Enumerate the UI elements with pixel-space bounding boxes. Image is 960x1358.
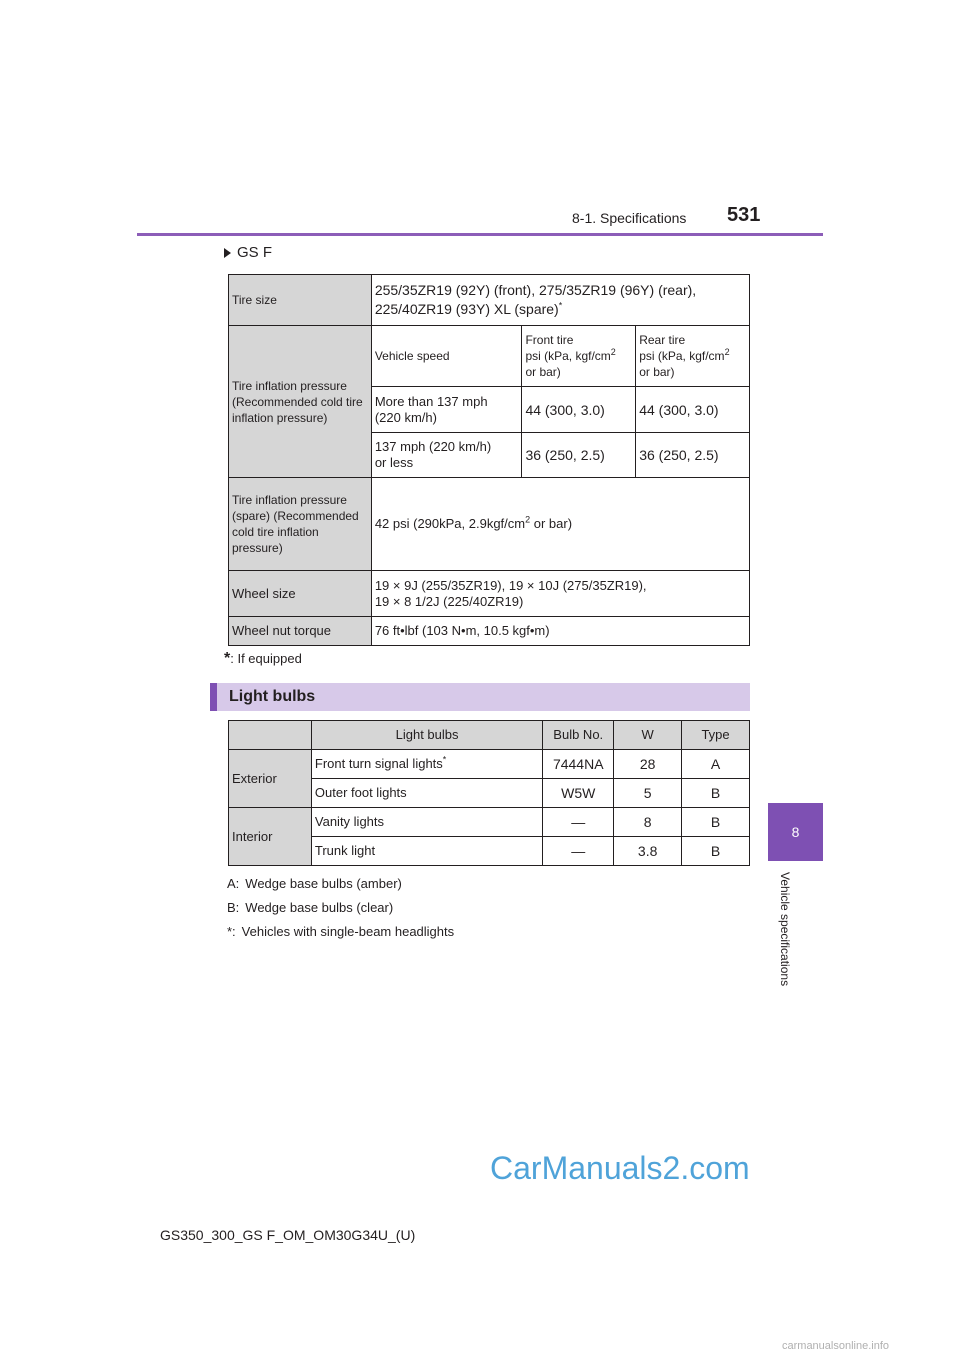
- note-asterisk: *: Vehicles with single-beam headlights: [227, 924, 455, 939]
- speed-cell: More than 137 mph (220 km/h): [371, 387, 522, 433]
- chapter-number: 8: [791, 824, 800, 840]
- nut-torque-value: 76 ft•lbf (103 N•m, 10.5 kgf•m): [371, 617, 749, 646]
- speed-cell: 137 mph (220 km/h) or less: [371, 433, 522, 478]
- bulb-type: B: [682, 779, 750, 808]
- document-code: GS350_300_GS F_OM_OM30G34U_(U): [160, 1227, 416, 1243]
- tire-footnote: *: If equipped: [224, 650, 302, 667]
- nut-torque-label: Wheel nut torque: [229, 617, 372, 646]
- tire-size-value: 255/35ZR19 (92Y) (front), 275/35ZR19 (96Y) (rear), 225/40ZR19 (93Y) XL (spare)*: [371, 275, 749, 326]
- rear-pressure-cell: 44 (300, 3.0): [636, 387, 750, 433]
- header-light-bulbs: Light bulbs: [311, 721, 542, 750]
- model-name: GS F: [237, 244, 273, 261]
- front-pressure-cell: 44 (300, 3.0): [522, 387, 636, 433]
- front-pressure-cell: 36 (250, 2.5): [522, 433, 636, 478]
- bulb-watts: 3.8: [614, 837, 682, 866]
- bulb-name: Outer foot lights: [311, 779, 542, 808]
- section-heading-bar: [210, 683, 750, 711]
- header-blank: [229, 721, 312, 750]
- chapter-tab[interactable]: [768, 803, 823, 861]
- header-divider: [137, 233, 823, 236]
- bulb-name: Trunk light: [311, 837, 542, 866]
- bulb-name: Vanity lights: [311, 808, 542, 837]
- spare-pressure-value: 42 psi (290kPa, $2.9kgf/cm^2$ or bar): [371, 478, 749, 571]
- bulb-number: —: [543, 837, 614, 866]
- bulb-type: A: [682, 750, 750, 779]
- page-number: 531: [727, 204, 761, 226]
- bulb-number: —: [543, 808, 614, 837]
- wheel-size-value: 19 × 9J (255/35ZR19), 19 × 10J (275/35ZR19), 19 × 8 1/2J (225/40ZR19): [371, 571, 749, 617]
- exterior-label: Exterior: [229, 750, 312, 808]
- spare-pressure-label: Tire inflation pressure (spare) (Recommended cold tire inflation pressure): [229, 478, 372, 571]
- bulb-spec-table: [228, 720, 750, 866]
- bulb-name: Front turn signal lights*: [311, 750, 542, 779]
- bulb-watts: 5: [614, 779, 682, 808]
- pressure-label: Tire inflation pressure (Recommended cold tire inflation pressure): [229, 326, 372, 478]
- front-tire-header: Front tire psi (kPa, kgf/$cm^2$ or bar): [522, 326, 636, 387]
- site-watermark: carmanualsonline.info: [782, 1340, 890, 1352]
- bulb-number: W5W: [543, 779, 614, 808]
- chapter-label: Vehicle specifications: [778, 872, 792, 987]
- section-title: Light bulbs: [229, 688, 316, 705]
- wheel-size-label: Wheel size: [229, 571, 372, 617]
- header-w: W: [614, 721, 682, 750]
- tire-size-label: Tire size: [229, 275, 372, 326]
- section-heading: 8-1. Specifications: [572, 210, 687, 226]
- rear-pressure-cell: 36 (250, 2.5): [636, 433, 750, 478]
- model-heading: [224, 244, 272, 261]
- bulb-watts: 28: [614, 750, 682, 779]
- note-a: A: Wedge base bulbs (amber): [227, 876, 402, 891]
- bulb-type: B: [682, 837, 750, 866]
- watermark-logo: CarManuals2.com: [490, 1150, 750, 1186]
- vehicle-speed-header: Vehicle speed: [371, 326, 522, 387]
- note-b: B: Wedge base bulbs (clear): [227, 900, 394, 915]
- bulb-number: 7444NA: [543, 750, 614, 779]
- header-type: Type: [682, 721, 750, 750]
- bulb-watts: 8: [614, 808, 682, 837]
- triangle-bullet-icon: [224, 248, 231, 258]
- header-bulb-no: Bulb No.: [543, 721, 614, 750]
- rear-tire-header: Rear tire psi (kPa, kgf/$cm^2$ or bar): [636, 326, 750, 387]
- bulb-type: B: [682, 808, 750, 837]
- tire-spec-table: [228, 274, 750, 646]
- interior-label: Interior: [229, 808, 312, 866]
